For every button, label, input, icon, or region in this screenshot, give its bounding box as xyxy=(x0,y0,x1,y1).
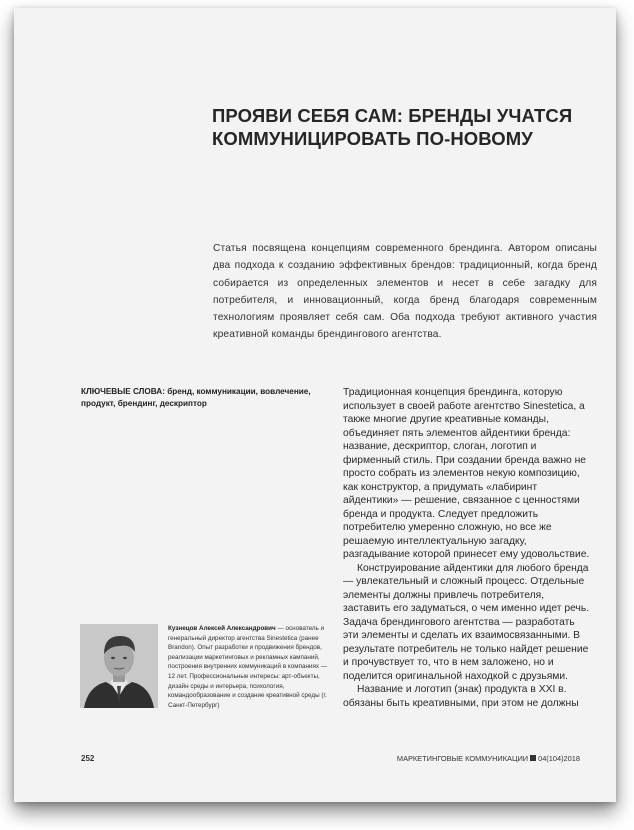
square-separator-icon xyxy=(530,755,536,761)
page-number: 252 xyxy=(81,754,95,763)
article-title-line-2: КОММУНИЦИРОВАТЬ ПО-НОВОМУ xyxy=(212,128,533,149)
body-paragraph: Конструирование айдентики для любого бренда — увлекательный и сложный процесс. Отдельные элементы должны привлечь потребителя, заставить его задуматься, о чем именно идет речь. Задача брендингового агентства — разработать эти элементы и сделать их взаимосвязанными. В результате потребитель не только найдет решение и прочувствует то, что в нем заложено, но и поделится оригинальной находкой с друзьями. xyxy=(343,562,590,682)
body-paragraph: Традиционная концепция брендинга, которую использует в своей работе агентство Sinestetica, а также многие другие креативные команды, объединяет пять элементов айдентики бренда: название, дескриптор, слоган, логотип и фирменный стиль. При создании бренда важно не просто собрать из элементов некую композицию, как конструктор, а придумать «лабиринт айдентики» — решение, связанное с ценностями бренда и продукта. Следует предложить потребителю умеренно сложную, но все же решаемую интеллектуальную загадку, разгадывание которой принесет ему удовольствие. xyxy=(343,387,590,560)
article-body xyxy=(343,386,593,710)
article-abstract: Статья посвящена концепциям современного брендинга. Автором описаны два подхода к созданию эффективных брендов: традиционный, когда бренд собирается из определенных элементов и несет в себе загадку для потребителя, и инновационный, когда бренд благодаря современным технологиям проявляет себя сам. Оба подхода требуют активного участия креативной команды брендингового агентства. xyxy=(213,243,597,341)
journal-footer xyxy=(397,754,580,763)
keywords: КЛЮЧЕВЫЕ СЛОВА: бренд, коммуникации, вовлечение, продукт, брендинг, дескриптор xyxy=(81,387,311,408)
journal-issue: 04(104)2018 xyxy=(538,754,580,763)
author-photo xyxy=(80,624,158,708)
author-name: Кузнецов Алексей Александрович xyxy=(168,625,276,632)
article-title xyxy=(212,104,592,150)
journal-page xyxy=(14,8,616,802)
author-portrait-icon xyxy=(80,624,158,708)
journal-name: МАРКЕТИНГОВЫЕ КОММУНИКАЦИИ xyxy=(396,754,529,763)
body-paragraph: Название и логотип (знак) продукта в XXI в. обязаны быть креативными, при этом не должны xyxy=(343,684,579,709)
author-bio xyxy=(168,624,334,710)
article-title-line-1: ПРОЯВИ СЕБЯ САМ: БРЕНДЫ УЧАТСЯ xyxy=(212,105,573,126)
author-description: — основатель и генеральный директор агентства Sinestetica (ранее Brandon). Опыт разработки и продвижения брендов, реализации маркетинговых и рекламных кампаний, построения внутренних коммуникаций в компаниях — 12 лет. Профессиональные интересы: арт-объекты, дизайн среды и интерьера, психология, командообразование и создание креативной среды (г. Санкт-Петербург) xyxy=(168,625,328,709)
